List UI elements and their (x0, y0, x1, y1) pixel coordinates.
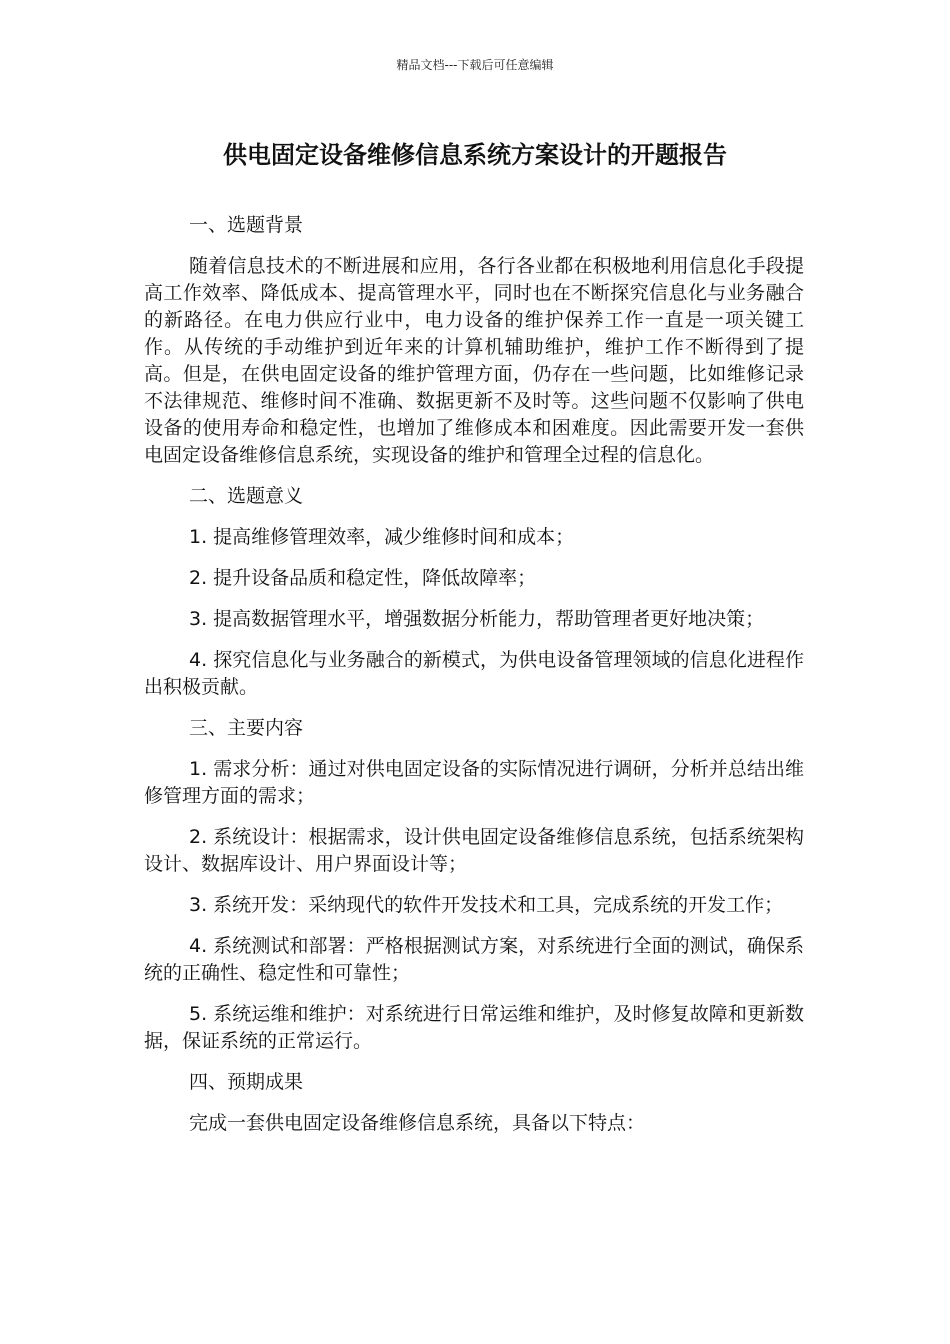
page-header: 精品文档---下载后可任意编辑 (396, 58, 554, 72)
content-item: 5. 系统运维和维护：对系统进行日常运维和维护，及时修复故障和更新数据，保证系统的正常运行。 (144, 1003, 804, 1052)
section-heading-background: 一、选题背景 (189, 214, 304, 236)
section-heading-main-content: 三、主要内容 (189, 717, 304, 739)
document-title: 供电固定设备维修信息系统方案设计的开题报告 (223, 141, 727, 169)
significance-item: 3. 提高数据管理水平，增强数据分析能力，帮助管理者更好地决策； (189, 608, 765, 630)
content-item: 4. 系统测试和部署：严格根据测试方案，对系统进行全面的测试，确保系统的正确性、稳定性和可靠性； (144, 935, 804, 984)
significance-item: 2. 提升设备品质和稳定性，降低故障率； (189, 567, 537, 589)
content-item: 3. 系统开发：采纳现代的软件开发技术和工具，完成系统的开发工作； (189, 894, 784, 916)
content-item: 1. 需求分析：通过对供电固定设备的实际情况进行调研，分析并总结出维修管理方面的需求； (144, 758, 804, 807)
significance-item: 1. 提高维修管理效率，减少维修时间和成本； (189, 526, 575, 548)
content-item: 2. 系统设计：根据需求，设计供电固定设备维修信息系统，包括系统架构设计、数据库设计、用户界面设计等； (144, 826, 804, 875)
expected-results-paragraph: 完成一套供电固定设备维修信息系统，具备以下特点： (189, 1112, 646, 1134)
significance-item: 4. 探究信息化与业务融合的新模式，为供电设备管理领域的信息化进程作出积极贡献。 (144, 649, 804, 698)
section-heading-expected-results: 四、预期成果 (189, 1071, 304, 1093)
document-body (144, 212, 804, 1151)
section-heading-significance: 二、选题意义 (189, 485, 304, 507)
background-paragraph: 随着信息技术的不断进展和应用，各行各业都在积极地利用信息化手段提高工作效率、降低成本、提高管理水平，同时也在不断探究信息化与业务融合的新路径。在电力供应行业中，电力设备的维护保养工作一直是一项关键工作。从传统的手动维护到近年来的计算机辅助维护，维护工作不断得到了提高。但是，在供电固定设备的维护管理方面，仍存在一些问题，比如维修记录不法律规范、维修时间不准确、数据更新不及时等。这些问题不仅影响了供电设备的使用寿命和稳定性，也增加了维修成本和困难度。因此需要开发一套供电固定设备维修信息系统，实现设备的维护和管理全过程的信息化。 (144, 255, 804, 466)
